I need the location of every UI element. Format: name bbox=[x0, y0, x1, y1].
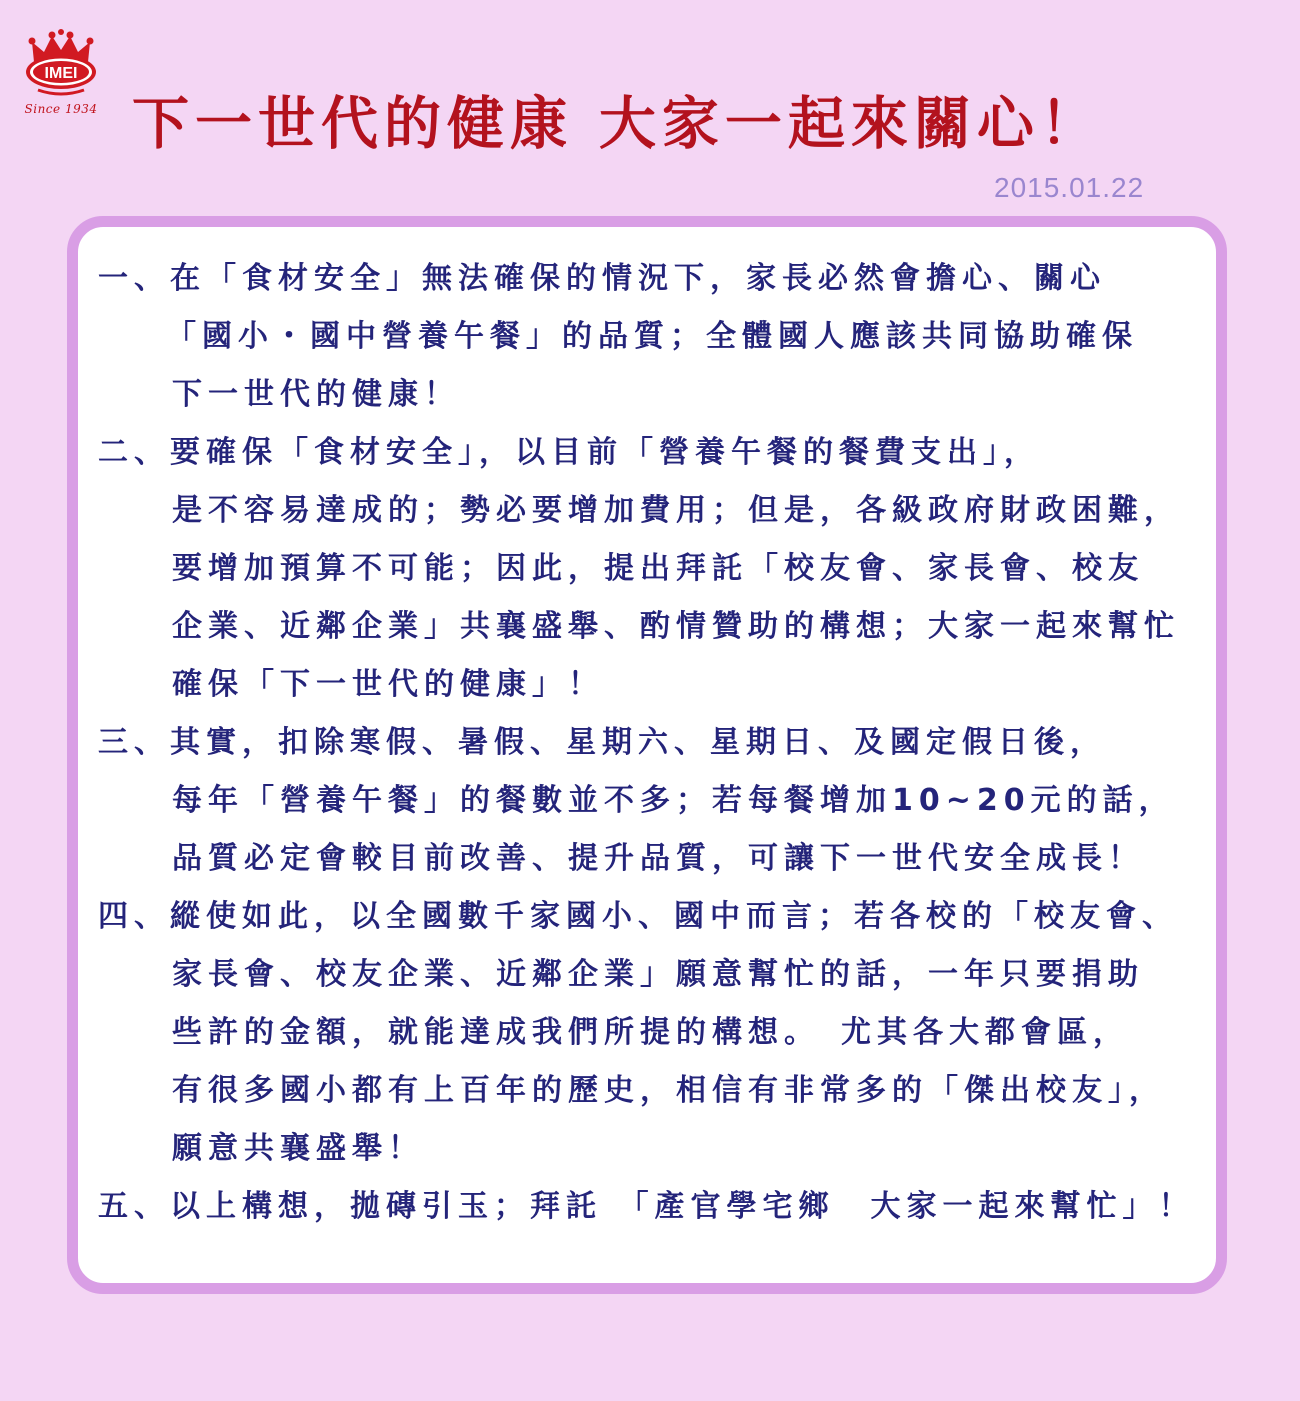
list-item-3 bbox=[98, 714, 1228, 888]
item-line: 五、以上構想，拋磚引玉；拜託 「產官學宅鄉 大家一起來幫忙」！ bbox=[98, 1189, 1195, 1224]
item-line: 願意共襄盛舉！ bbox=[172, 1131, 424, 1166]
item-line: 些許的金額，就能達成我們所提的構想。 尤其各大都會區， bbox=[172, 1015, 1129, 1050]
item-line: 品質必定會較目前改善、提升品質，可讓下一世代安全成長！ bbox=[172, 841, 1144, 876]
item-line: 每年「營養午餐」的餐數並不多；若每餐增加10~20元的話， bbox=[172, 783, 1175, 818]
publish-date: 2015.01.22 bbox=[994, 172, 1145, 203]
item-line: 家長會、校友企業、近鄰企業」願意幫忙的話，一年只要捐助 bbox=[172, 957, 1144, 992]
logo-since-text: Since 1934 bbox=[24, 102, 98, 116]
list-item-1 bbox=[98, 250, 1228, 424]
item-line: 要增加預算不可能；因此，提出拜託「校友會、家長會、校友 bbox=[172, 551, 1144, 586]
crown-icon bbox=[24, 28, 98, 102]
page-title: 下一世代的健康 大家一起來關心！ bbox=[132, 91, 1103, 157]
list-item-4 bbox=[98, 888, 1228, 1178]
item-line: 二、要確保「食材安全」，以目前「營養午餐的餐費支出」， bbox=[98, 435, 1040, 470]
item-line: 一、在「食材安全」無法確保的情況下，家長必然會擔心、關心 bbox=[98, 261, 1106, 296]
list-item-5 bbox=[98, 1178, 1228, 1236]
item-line: 四、縱使如此，以全國數千家國小、國中而言；若各校的「校友會、 bbox=[98, 899, 1178, 934]
item-line: 下一世代的健康！ bbox=[172, 377, 460, 412]
logo-text: IMEI bbox=[44, 65, 78, 82]
item-line: 確保「下一世代的健康」！ bbox=[172, 667, 604, 702]
imei-logo bbox=[24, 28, 98, 124]
item-line: 是不容易達成的；勢必要增加費用；但是，各級政府財政困難， bbox=[172, 493, 1180, 528]
content-list bbox=[98, 250, 1228, 1236]
item-line: 有很多國小都有上百年的歷史，相信有非常多的「傑出校友」， bbox=[172, 1073, 1165, 1108]
item-line: 「國小・國中營養午餐」的品質；全體國人應該共同協助確保 bbox=[166, 319, 1138, 354]
item-line: 三、其實，扣除寒假、暑假、星期六、星期日、及國定假日後， bbox=[98, 725, 1106, 760]
item-line: 企業、近鄰企業」共襄盛舉、酌情贊助的構想；大家一起來幫忙 bbox=[172, 609, 1180, 644]
list-item-2 bbox=[98, 424, 1228, 714]
